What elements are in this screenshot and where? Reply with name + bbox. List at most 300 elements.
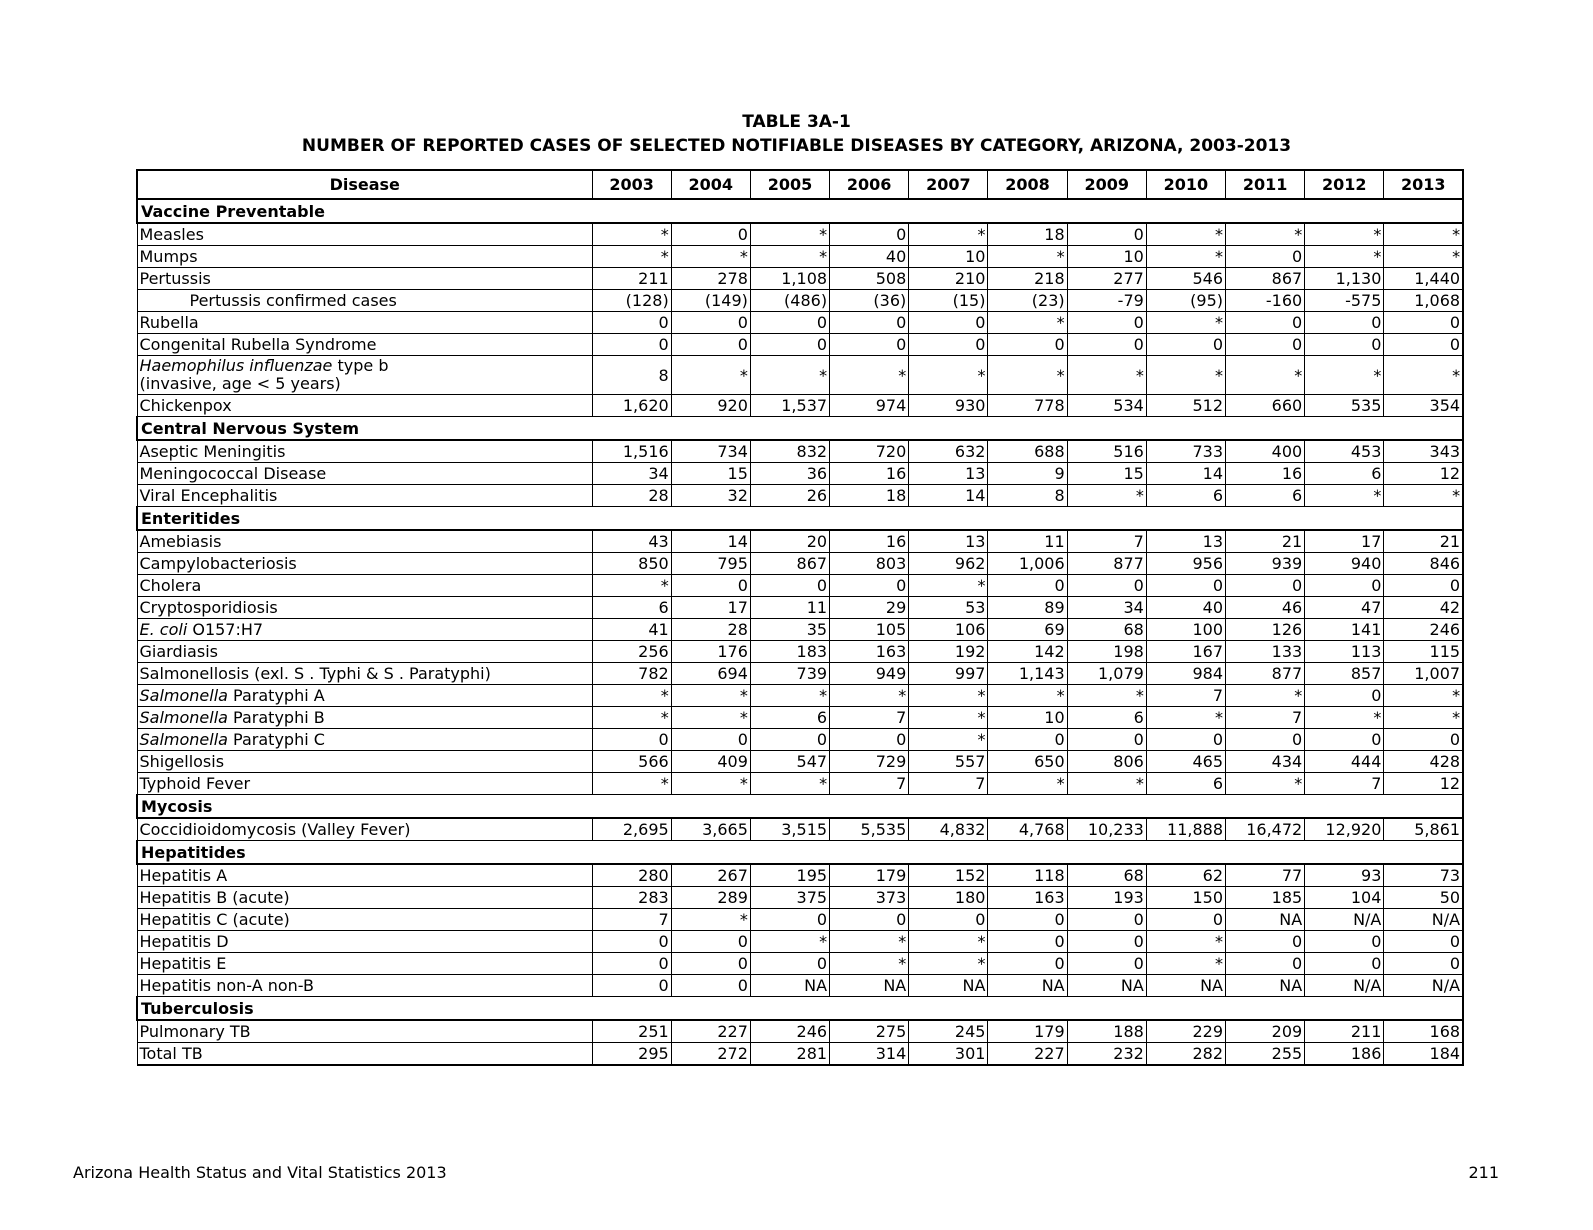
disease-name-cell: [137, 356, 592, 395]
value-cell: 739: [750, 663, 829, 685]
value-cell: 0: [1146, 334, 1225, 356]
value-cell: 850: [592, 553, 671, 575]
value-cell: 930: [909, 395, 988, 417]
value-cell: *: [1067, 773, 1146, 795]
value-cell: *: [1384, 356, 1463, 395]
value-cell: *: [988, 773, 1067, 795]
value-cell: 566: [592, 751, 671, 773]
value-cell: 0: [830, 909, 909, 931]
value-cell: *: [671, 685, 750, 707]
value-cell: 0: [909, 909, 988, 931]
value-cell: 0: [750, 312, 829, 334]
table-row: [137, 953, 1463, 975]
value-cell: *: [1226, 685, 1305, 707]
value-cell: 0: [1226, 312, 1305, 334]
value-cell: 43: [592, 530, 671, 553]
value-cell: 3,665: [671, 818, 750, 841]
value-cell: 35: [750, 619, 829, 641]
value-cell: 0: [988, 729, 1067, 751]
value-cell: 7: [830, 707, 909, 729]
value-cell: 289: [671, 887, 750, 909]
value-cell: 3,515: [750, 818, 829, 841]
value-cell: 281: [750, 1043, 829, 1066]
value-cell: 0: [1226, 334, 1305, 356]
category-label: Central Nervous System: [137, 417, 1463, 441]
table-row: [137, 440, 1463, 463]
disease-name-cell: [137, 619, 592, 641]
disease-name: Measles: [139, 225, 204, 244]
value-cell: 295: [592, 1043, 671, 1066]
disease-name-cell: [137, 641, 592, 663]
value-cell: *: [671, 773, 750, 795]
value-cell: 11: [988, 530, 1067, 553]
value-cell: *: [671, 246, 750, 268]
table-row: [137, 685, 1463, 707]
value-cell: 42: [1384, 597, 1463, 619]
value-cell: 0: [750, 575, 829, 597]
value-cell: 6: [1305, 463, 1384, 485]
value-cell: NA: [1067, 975, 1146, 997]
value-cell: 14: [1146, 463, 1225, 485]
value-cell: 0: [671, 334, 750, 356]
value-cell: 375: [750, 887, 829, 909]
value-cell: 18: [988, 223, 1067, 246]
value-cell: 16: [830, 530, 909, 553]
value-cell: 186: [1305, 1043, 1384, 1066]
value-cell: 113: [1305, 641, 1384, 663]
table-row: [137, 268, 1463, 290]
disease-name: Chickenpox: [139, 396, 232, 415]
disease-name-cell: [137, 246, 592, 268]
value-cell: 0: [1067, 909, 1146, 931]
value-cell: *: [1146, 931, 1225, 953]
value-cell: 7: [1146, 685, 1225, 707]
value-cell: 282: [1146, 1043, 1225, 1066]
disease-name: Cryptosporidiosis: [139, 598, 278, 617]
table-number: TABLE 3A-1: [742, 112, 851, 132]
value-cell: 32: [671, 485, 750, 507]
table-row: [137, 931, 1463, 953]
value-cell: *: [1305, 246, 1384, 268]
value-cell: 6: [1146, 773, 1225, 795]
value-cell: 227: [671, 1020, 750, 1043]
disease-name-cell: [137, 463, 592, 485]
value-cell: 0: [1226, 931, 1305, 953]
value-cell: 1,068: [1384, 290, 1463, 312]
page-number: 211: [1468, 1163, 1499, 1182]
table-row: [137, 246, 1463, 268]
value-cell: 195: [750, 864, 829, 887]
value-cell: 0: [1305, 953, 1384, 975]
value-cell: 152: [909, 864, 988, 887]
value-cell: 534: [1067, 395, 1146, 417]
value-cell: *: [1384, 685, 1463, 707]
value-cell: 0: [671, 729, 750, 751]
value-cell: 106: [909, 619, 988, 641]
table-row: [137, 1020, 1463, 1043]
value-cell: 16,472: [1226, 818, 1305, 841]
value-cell: *: [909, 931, 988, 953]
value-cell: 115: [1384, 641, 1463, 663]
category-label: Enteritides: [137, 507, 1463, 531]
value-cell: 0: [592, 312, 671, 334]
value-cell: *: [750, 931, 829, 953]
value-cell: 0: [830, 575, 909, 597]
value-cell: *: [750, 356, 829, 395]
value-cell: 0: [1305, 931, 1384, 953]
value-cell: 77: [1226, 864, 1305, 887]
value-cell: 0: [1067, 729, 1146, 751]
disease-name: Paratyphi C: [227, 730, 325, 749]
header-cell: 2005: [750, 170, 829, 199]
header-cell: 2007: [909, 170, 988, 199]
table-row: [137, 334, 1463, 356]
value-cell: 12: [1384, 463, 1463, 485]
value-cell: *: [1305, 485, 1384, 507]
value-cell: 0: [1305, 334, 1384, 356]
disease-name: Pertussis confirmed cases: [189, 291, 397, 310]
title-block: [0, 110, 1593, 158]
value-cell: NA: [1226, 909, 1305, 931]
header-cell: 2012: [1305, 170, 1384, 199]
value-cell: 1,108: [750, 268, 829, 290]
value-cell: 0: [592, 931, 671, 953]
value-cell: *: [909, 953, 988, 975]
value-cell: 557: [909, 751, 988, 773]
value-cell: *: [1146, 953, 1225, 975]
disease-name: Cholera: [139, 576, 202, 595]
value-cell: 11: [750, 597, 829, 619]
value-cell: *: [592, 685, 671, 707]
value-cell: 28: [592, 485, 671, 507]
disease-name: Typhoid Fever: [139, 774, 251, 793]
value-cell: 343: [1384, 440, 1463, 463]
value-cell: 0: [1305, 575, 1384, 597]
value-cell: 0: [1384, 334, 1463, 356]
value-cell: 0: [671, 931, 750, 953]
value-cell: -575: [1305, 290, 1384, 312]
disease-name-cell: [137, 440, 592, 463]
value-cell: 13: [1146, 530, 1225, 553]
value-cell: 508: [830, 268, 909, 290]
value-cell: (23): [988, 290, 1067, 312]
table-row: [137, 530, 1463, 553]
value-cell: N/A: [1384, 975, 1463, 997]
value-cell: 6: [592, 597, 671, 619]
header-cell: 2004: [671, 170, 750, 199]
value-cell: 734: [671, 440, 750, 463]
value-cell: *: [1305, 356, 1384, 395]
value-cell: 68: [1067, 864, 1146, 887]
value-cell: 34: [592, 463, 671, 485]
value-cell: 20: [750, 530, 829, 553]
value-cell: 10: [988, 707, 1067, 729]
value-cell: 4,832: [909, 818, 988, 841]
header-cell: 2009: [1067, 170, 1146, 199]
disease-name-cell: [137, 553, 592, 575]
category-label: Hepatitides: [137, 841, 1463, 865]
value-cell: 280: [592, 864, 671, 887]
header-cell: 2006: [830, 170, 909, 199]
disease-name: Congenital Rubella Syndrome: [139, 335, 377, 354]
table-row: [137, 597, 1463, 619]
table-row: [137, 485, 1463, 507]
value-cell: 7: [592, 909, 671, 931]
value-cell: N/A: [1305, 909, 1384, 931]
value-cell: 0: [1067, 575, 1146, 597]
disease-name-cell: [137, 334, 592, 356]
value-cell: 984: [1146, 663, 1225, 685]
value-cell: 40: [830, 246, 909, 268]
value-cell: *: [1384, 223, 1463, 246]
disease-name: Viral Encephalitis: [139, 486, 278, 505]
value-cell: 0: [1067, 223, 1146, 246]
value-cell: *: [1146, 707, 1225, 729]
value-cell: 0: [1384, 312, 1463, 334]
value-cell: 632: [909, 440, 988, 463]
table-row: [137, 312, 1463, 334]
table-row: [137, 356, 1463, 395]
value-cell: 400: [1226, 440, 1305, 463]
disease-name: Hepatitis B (acute): [139, 888, 290, 907]
disease-name: Salmonellosis (exl. S . Typhi & S . Paratyphi): [139, 664, 491, 683]
disease-name-cell: [137, 729, 592, 751]
disease-name-cell: [137, 268, 592, 290]
value-cell: *: [909, 685, 988, 707]
value-cell: 0: [671, 575, 750, 597]
value-cell: 0: [592, 334, 671, 356]
value-cell: 16: [1226, 463, 1305, 485]
value-cell: 4,768: [988, 818, 1067, 841]
value-cell: 720: [830, 440, 909, 463]
disease-name: Paratyphi B: [227, 708, 325, 727]
value-cell: 0: [1067, 953, 1146, 975]
table-row: [137, 909, 1463, 931]
header-cell: 2003: [592, 170, 671, 199]
value-cell: *: [592, 575, 671, 597]
value-cell: 53: [909, 597, 988, 619]
value-cell: 232: [1067, 1043, 1146, 1066]
category-label: Vaccine Preventable: [137, 199, 1463, 223]
value-cell: 13: [909, 463, 988, 485]
value-cell: *: [909, 223, 988, 246]
value-cell: 246: [1384, 619, 1463, 641]
disease-name: Hepatitis E: [139, 954, 227, 973]
table-row: [137, 619, 1463, 641]
value-cell: 275: [830, 1020, 909, 1043]
value-cell: 7: [909, 773, 988, 795]
value-cell: 105: [830, 619, 909, 641]
disease-name-cell: [137, 1043, 592, 1066]
table-header-row: [137, 170, 1463, 199]
value-cell: 0: [1146, 909, 1225, 931]
value-cell: 0: [1384, 575, 1463, 597]
disease-name-cell: [137, 395, 592, 417]
value-cell: 0: [909, 312, 988, 334]
disease-name: Shigellosis: [139, 752, 225, 771]
disease-name-cell: [137, 953, 592, 975]
value-cell: 6: [1226, 485, 1305, 507]
value-cell: 251: [592, 1020, 671, 1043]
value-cell: 11,888: [1146, 818, 1225, 841]
value-cell: 444: [1305, 751, 1384, 773]
disease-name: O157:H7: [187, 620, 264, 639]
disease-name-italic: Salmonella: [139, 708, 228, 727]
value-cell: *: [592, 223, 671, 246]
value-cell: -79: [1067, 290, 1146, 312]
value-cell: 465: [1146, 751, 1225, 773]
disease-name-cell: [137, 887, 592, 909]
value-cell: 277: [1067, 268, 1146, 290]
value-cell: 15: [671, 463, 750, 485]
disease-name-cell: [137, 864, 592, 887]
value-cell: *: [830, 953, 909, 975]
value-cell: 0: [830, 334, 909, 356]
value-cell: 40: [1146, 597, 1225, 619]
category-row: [137, 417, 1463, 441]
value-cell: 0: [988, 334, 1067, 356]
disease-name-cell: [137, 818, 592, 841]
value-cell: 192: [909, 641, 988, 663]
value-cell: *: [592, 773, 671, 795]
disease-name-cell: [137, 751, 592, 773]
value-cell: 267: [671, 864, 750, 887]
value-cell: 193: [1067, 887, 1146, 909]
value-cell: 15: [1067, 463, 1146, 485]
value-cell: 1,143: [988, 663, 1067, 685]
value-cell: 453: [1305, 440, 1384, 463]
value-cell: 10,233: [1067, 818, 1146, 841]
value-cell: *: [909, 729, 988, 751]
value-cell: 255: [1226, 1043, 1305, 1066]
value-cell: 7: [1305, 773, 1384, 795]
header-cell: 2013: [1384, 170, 1463, 199]
value-cell: 26: [750, 485, 829, 507]
value-cell: 245: [909, 1020, 988, 1043]
disease-table: [136, 169, 1464, 1066]
value-cell: (149): [671, 290, 750, 312]
disease-name-cell: [137, 707, 592, 729]
value-cell: 1,130: [1305, 268, 1384, 290]
value-cell: 1,440: [1384, 268, 1463, 290]
value-cell: *: [1226, 356, 1305, 395]
category-label: Tuberculosis: [137, 997, 1463, 1021]
value-cell: 21: [1226, 530, 1305, 553]
value-cell: 227: [988, 1043, 1067, 1066]
value-cell: 0: [750, 953, 829, 975]
disease-name: Hepatitis non-A non-B: [139, 976, 314, 995]
value-cell: 694: [671, 663, 750, 685]
value-cell: 272: [671, 1043, 750, 1066]
value-cell: *: [909, 707, 988, 729]
value-cell: 1,006: [988, 553, 1067, 575]
disease-name: Campylobacteriosis: [139, 554, 297, 573]
table-row: [137, 395, 1463, 417]
category-label: Mycosis: [137, 795, 1463, 819]
value-cell: *: [671, 707, 750, 729]
value-cell: 778: [988, 395, 1067, 417]
value-cell: NA: [909, 975, 988, 997]
value-cell: 17: [671, 597, 750, 619]
value-cell: 1,516: [592, 440, 671, 463]
value-cell: 184: [1384, 1043, 1463, 1066]
value-cell: 516: [1067, 440, 1146, 463]
value-cell: 0: [1384, 953, 1463, 975]
value-cell: 188: [1067, 1020, 1146, 1043]
value-cell: 0: [671, 975, 750, 997]
table-row: [137, 729, 1463, 751]
value-cell: 141: [1305, 619, 1384, 641]
value-cell: 14: [909, 485, 988, 507]
value-cell: 29: [830, 597, 909, 619]
disease-name: Meningococcal Disease: [139, 464, 327, 483]
value-cell: *: [1146, 312, 1225, 334]
value-cell: 28: [671, 619, 750, 641]
value-cell: 16: [830, 463, 909, 485]
value-cell: 73: [1384, 864, 1463, 887]
value-cell: 0: [592, 975, 671, 997]
value-cell: *: [592, 707, 671, 729]
value-cell: 857: [1305, 663, 1384, 685]
value-cell: 535: [1305, 395, 1384, 417]
disease-name-cell: [137, 597, 592, 619]
value-cell: *: [1384, 246, 1463, 268]
value-cell: 1,620: [592, 395, 671, 417]
value-cell: 688: [988, 440, 1067, 463]
value-cell: *: [1226, 223, 1305, 246]
value-cell: *: [830, 356, 909, 395]
table-title: NUMBER OF REPORTED CASES OF SELECTED NOTIFIABLE DISEASES BY CATEGORY, ARIZONA, 2003-2013: [301, 136, 1292, 156]
disease-name: Coccidioidomycosis (Valley Fever): [139, 820, 411, 839]
value-cell: N/A: [1384, 909, 1463, 931]
disease-name-italic: Salmonella: [139, 686, 228, 705]
value-cell: 118: [988, 864, 1067, 887]
value-cell: 5,861: [1384, 818, 1463, 841]
value-cell: 920: [671, 395, 750, 417]
value-cell: 17: [1305, 530, 1384, 553]
table-row: [137, 818, 1463, 841]
value-cell: 211: [592, 268, 671, 290]
value-cell: 34: [1067, 597, 1146, 619]
value-cell: 547: [750, 751, 829, 773]
footer-publication: Arizona Health Status and Vital Statistics 2013: [73, 1163, 447, 1182]
header-cell: 2008: [988, 170, 1067, 199]
value-cell: 41: [592, 619, 671, 641]
disease-name-cell: [137, 575, 592, 597]
value-cell: 877: [1067, 553, 1146, 575]
disease-name-cell: [137, 909, 592, 931]
disease-name-italic: Salmonella: [139, 730, 228, 749]
value-cell: 0: [1226, 246, 1305, 268]
value-cell: *: [671, 909, 750, 931]
value-cell: 126: [1226, 619, 1305, 641]
value-cell: 14: [671, 530, 750, 553]
value-cell: NA: [830, 975, 909, 997]
table-row: [137, 707, 1463, 729]
value-cell: 782: [592, 663, 671, 685]
value-cell: 0: [750, 334, 829, 356]
value-cell: 0: [909, 334, 988, 356]
value-cell: 0: [1384, 729, 1463, 751]
value-cell: NA: [1226, 975, 1305, 997]
table-row: [137, 575, 1463, 597]
value-cell: *: [1146, 223, 1225, 246]
value-cell: 0: [1067, 312, 1146, 334]
value-cell: 0: [671, 953, 750, 975]
value-cell: 546: [1146, 268, 1225, 290]
value-cell: 803: [830, 553, 909, 575]
value-cell: 183: [750, 641, 829, 663]
